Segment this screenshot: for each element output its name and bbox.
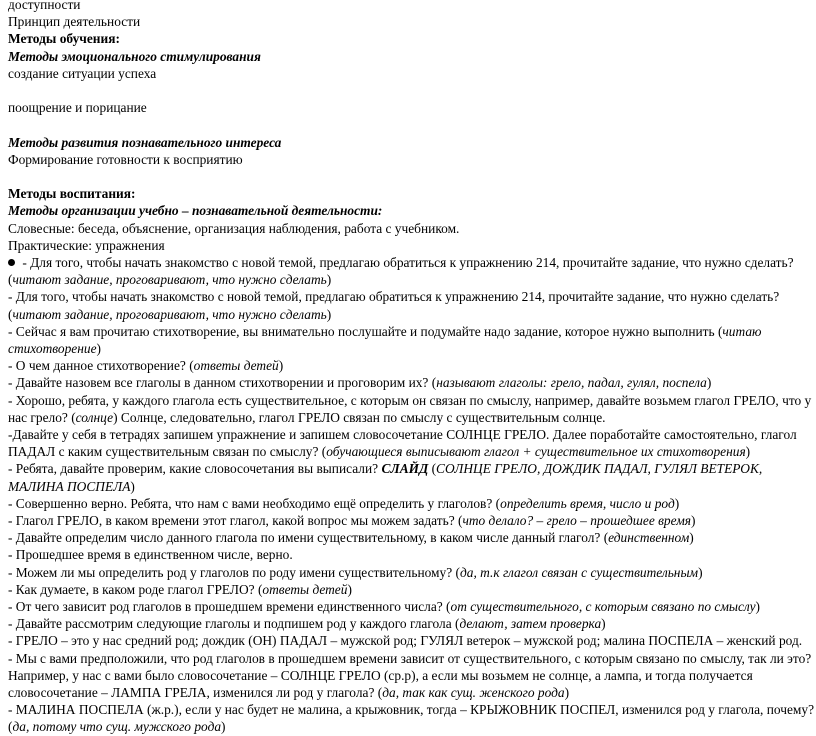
text-line: - Давайте рассмотрим следующие глаголы и подпишем род у каждого глагола (делают, затем проверка) — [8, 616, 606, 632]
text-line: Например, у нас с вами было словосочетание – СОЛНЦЕ ГРЕЛО (ср.р), а если мы возьмем не солнце, а лампа, и тогда получается — [8, 667, 753, 683]
text-line: словосочетание – ЛАМПА ГРЕЛА, изменился ли род у глагола? (да, так как сущ. женского рода) — [8, 685, 570, 701]
text-line: МАЛИНА ПОСПЕЛА) — [8, 478, 135, 494]
heading-teaching-methods: Методы обучения: — [8, 31, 120, 47]
subheading-learning-activity: Методы организации учебно – познавательной деятельности: — [8, 203, 383, 219]
text-line: стихотворение) — [8, 341, 102, 357]
text-line: (читают задание, проговаривают, что нужно сделать) — [8, 306, 332, 322]
text-line: Формирование готовности к восприятию — [8, 151, 243, 167]
text-line: - От чего зависит род глаголов в прошедшем времени единственного числа? (от существительного, с которым связано по смыслу) — [8, 599, 761, 615]
text-line: - Как думаете, в каком роде глагол ГРЕЛО? (ответы детей) — [8, 581, 352, 597]
text-line: - Хорошо, ребята, у каждого глагола есть существительное, с которым он связан по смыслу, например, давайте возьмем глагол ГРЕЛО, что у — [8, 392, 812, 408]
text-line: поощрение и порицание — [8, 100, 147, 116]
blank-line — [8, 116, 808, 133]
subheading-cognitive-interest: Методы развития познавательного интереса — [8, 134, 282, 150]
text-line: - МАЛИНА ПОСПЕЛА (ж.р.), если у нас будет не малина, а крыжовник, тогда – КРЫЖОВНИК ПОСПЕЛ, изменился род у глагола, почему? — [8, 702, 815, 718]
text-line: - ГРЕЛО – это у нас средний род; дождик (ОН) ПАДАЛ – мужской род; ГУЛЯЛ ветерок – мужской род; малина ПОСПЕЛА – женский род. — [8, 633, 803, 649]
text-line: - Для того, чтобы начать знакомство с новой темой, предлагаю обратиться к упражнению 214, прочитайте задание, что нужно сделать? — [8, 289, 780, 305]
blank-line — [8, 168, 808, 185]
text-line: - Мы с вами предположили, что род глаголов в прошедшем времени зависит от существительного, с которым связано по смыслу, так ли это? — [8, 650, 812, 666]
text-line: доступности — [8, 0, 81, 12]
text-line: нас грело? (солнце) Солнце, следовательно, глагол ГРЕЛО связан по смыслу с существительным солнце. — [8, 409, 606, 425]
text-line: - Сейчас я вам прочитаю стихотворение, вы внимательно послушайте и подумайте надо задание, которое нужно выполнить (читаю — [8, 323, 762, 339]
principle-line: Принцип деятельности — [8, 14, 141, 30]
list-item: - Для того, чтобы начать знакомство с новой темой, предлагаю обратиться к упражнению 214, прочитайте задание, что нужно сделать? — [8, 254, 808, 271]
text-line: - О чем данное стихотворение? (ответы детей) — [8, 358, 284, 374]
bullet-icon — [8, 259, 15, 266]
text-line: (да, потому что сущ. мужского рода) — [8, 719, 226, 735]
text-line: - Совершенно верно. Ребята, что нам с вами необходимо ещё определить у глаголов? (определить время, число и род) — [8, 495, 680, 511]
text-line: - Давайте назовем все глаголы в данном стихотворении и проговорим их? (называют глаголы: грело, падал, гулял, поспела) — [8, 375, 712, 391]
text-line: - Прошедшее время в единственном числе, верно. — [8, 547, 293, 563]
text-line: - Можем ли мы определить род у глаголов по роду имени существительному? (да, т.к глагол связан с существительным) — [8, 564, 703, 580]
text-line: - Ребята, давайте проверим, какие словосочетания вы выписали? СЛАЙД (СОЛНЦЕ ГРЕЛО, ДОЖДИК ПАДАЛ, ГУЛЯЛ ВЕТЕРОК, — [8, 461, 763, 477]
text-line: ПАДАЛ с каким существительным связан по смыслу? (обучающиеся выписывают глагол + существительное их стихотворения) — [8, 444, 751, 460]
text-line: -Давайте у себя в тетрадях запишем упражнение и запишем словосочетание СОЛНЦЕ ГРЕЛО. Далее поработайте самостоятельно, глагол — [8, 427, 797, 443]
blank-line — [8, 82, 808, 99]
subheading-emotional-stimulation: Методы эмоционального стимулирования — [8, 48, 261, 64]
heading-upbringing-methods: Методы воспитания: — [8, 186, 136, 202]
text-line: Практические: упражнения — [8, 237, 165, 253]
text-line: создание ситуации успеха — [8, 65, 157, 81]
text-line: Словесные: беседа, объяснение, организация наблюдения, работа с учебником. — [8, 220, 460, 236]
text-line: - Глагол ГРЕЛО, в каком времени этот глагол, какой вопрос мы можем задать? (что делало? – грело – прошедшее время) — [8, 513, 696, 529]
document-page — [8, 0, 815, 736]
text-line: (читают задание, проговаривают, что нужно сделать) — [8, 272, 332, 288]
text-line: - Давайте определим число данного глагола по имени существительному, в каком числе данный глагол? (единственном) — [8, 530, 694, 546]
